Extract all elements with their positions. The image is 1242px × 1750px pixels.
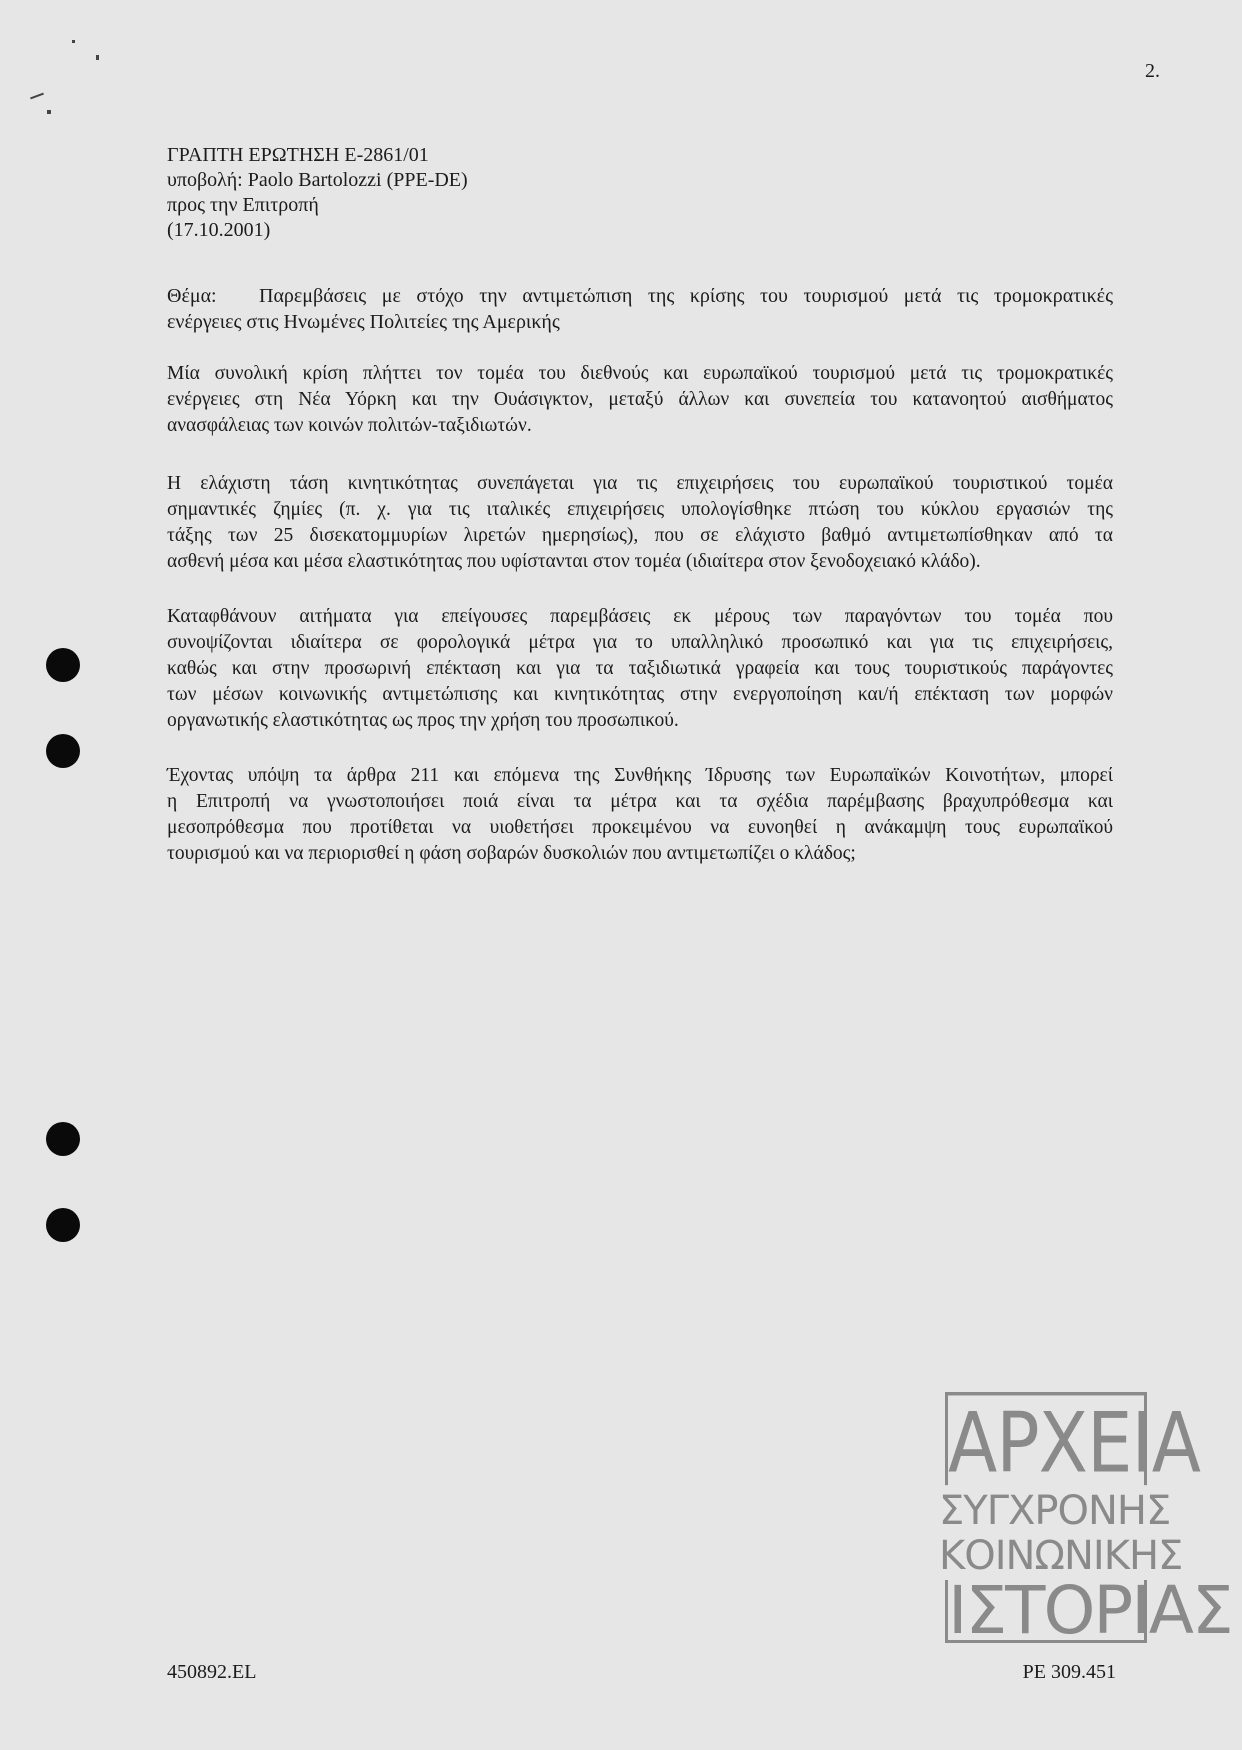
scan-mark [72,40,75,43]
punch-hole [46,1208,80,1242]
paragraph-line: Μία συνολική κρίση πλήττει τον τομέα του διεθνούς και ευρωπαϊκού τουρισμού μετά τις τρομοκρατικές [167,363,1113,384]
paragraph-line: σημαντικές ζημίες (π. χ. για τις ιταλικές επιχειρήσεις υπολογίσθηκε πτώση του κύκλου εργασιών της [167,499,1113,520]
paragraph-line: ανασφάλειας των κοινών πολιτών-ταξιδιωτών. [167,415,532,436]
punch-hole [46,1122,80,1156]
scan-mark [47,110,51,114]
page-number: 2. [1145,60,1160,82]
paragraph-line: Η ελάχιστη τάση κινητικότητας συνεπάγεται για τις επιχειρήσεις του ευρωπαϊκού τουριστικού τομέα [167,473,1113,494]
paragraph-line: οργανωτικής ελαστικότητας ως προς την χρήση του προσωπικού. [167,710,679,731]
subject-line-1: Παρεμβάσεις με στόχο την αντιμετώπιση της κρίσης του τουρισμού μετά τις τρομοκρατικές [259,285,1113,307]
scan-mark [96,55,99,60]
paragraph-line: καθώς και στην προσωρινή επέκταση και για τα ταξιδιωτικά γραφεία και τους τουριστικούς παράγοντες [167,658,1113,679]
paragraph-line: η Επιτροπή να γνωστοποιήσει ποιά είναι τα μέτρα και τα σχέδια παρέμβασης βραχυπρόθεσμα και [167,791,1113,812]
paragraph-3 [167,604,1113,734]
paragraph-line: τάξης των 25 δισεκατομμυρίων λιρετών ημερησίως), που σε ελάχιστο βαθμό αντιμετωπίσθηκαν από τα [167,525,1113,546]
paragraph-4 [167,763,1113,867]
date-line: (17.10.2001) [167,219,271,241]
stamp-line-1: ΑΡΧΕΙΑ [945,1392,1147,1485]
subject-block [167,283,1113,335]
document-code: 450892.EL [167,1661,257,1683]
stamp-line-3: ΚΟΙΝΩΝΙΚΗΣ [939,1533,1183,1579]
subject-line-2: ενέργειες στις Ηνωμένες Πολιτείες της Αμερικής [167,311,560,333]
archive-stamp [939,1392,1232,1649]
paragraph-line: συνοψίζονται ιδιαίτερα σε φορολογικά μέτρα για το υπαλληλικό προσωπικό και για τις επιχειρήσεις, [167,632,1113,653]
stamp-line-2: ΣΥΓΧΡΟΝΗΣ [939,1488,1171,1534]
paragraph-2 [167,471,1113,575]
paragraph-line: Έχοντας υπόψη τα άρθρα 211 και επόμενα της Συνθήκης Ίδρυσης των Ευρωπαϊκών Κοινοτήτων, μπορεί [167,765,1113,786]
pe-reference: PE 309.451 [1022,1661,1116,1683]
paragraph-line: Καταφθάνουν αιτήματα για επείγουσες παρεμβάσεις εκ μέρους των παραγόντων του τομέα που [167,606,1113,627]
author-line: υποβολή: Paolo Bartolozzi (PPE-DE) [167,169,468,191]
paragraph-line: ενέργειες στη Νέα Υόρκη και την Ουάσιγκτον, μεταξύ άλλων και συνεπεία του κατανοητού αισθήματος [167,389,1113,410]
paragraph-1 [167,361,1113,439]
document-header [167,143,468,243]
stamp-line-4: ΙΣΤΟΡΙΑΣ [945,1580,1147,1643]
paragraph-line: τουρισμού και να περιορισθεί η φάση σοβαρών δυσκολιών που αντιμετωπίζει ο κλάδος; [167,843,856,864]
subject-label: Θέμα: [167,285,217,307]
punch-hole [46,648,80,682]
punch-hole [46,734,80,768]
paragraph-line: των μέσων κοινωνικής αντιμετώπισης και κινητικότητας στην ενεργοποίηση και/ή επέκταση των μορφών [167,684,1113,705]
question-title: ΓΡΑΠΤΗ ΕΡΩΤΗΣΗ E-2861/01 [167,144,429,166]
paragraph-line: μεσοπρόθεσμα που προτίθεται να υιοθετήσει προκειμένου να ευνοηθεί η ανάκαμψη τους ευρωπαϊκού [167,817,1113,838]
paragraph-line: ασθενή μέσα και μέσα ελαστικότητας που υφίστανται στον τομέα (ιδιαίτερα στον ξενοδοχειακό κλάδο). [167,551,981,572]
scan-mark [30,93,44,100]
recipient-line: προς την Επιτροπή [167,194,319,216]
